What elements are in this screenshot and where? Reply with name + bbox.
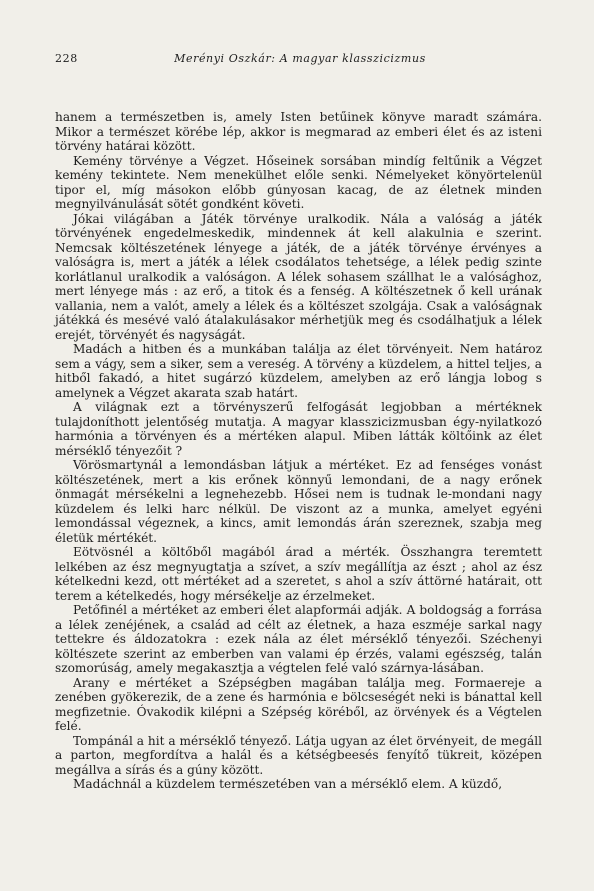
paragraph: Tompánál a hit a mérséklő tényező. Látja ugyan az élet örvényeit, de megáll a parton, megfordítva a halál és a kétségbeesés fenyítő tükreit, középen megállva a sírás és a gúny között. bbox=[55, 733, 542, 777]
paragraph: hanem a természetben is, amely Isten betűinek könyve maradt számára. Mikor a természet körébe lép, akkor is megmarad az emberi élet és az isteni törvény határai között. bbox=[55, 110, 542, 153]
paragraph: Eötvösnél a költőből magából árad a mérték. Összhangra teremtett lelkében az ész megnyugtatja a szívet, a szív megállítja az észt ; ahol az ész kételkedni kezd, ott mértéket ad a szeretet, s ahol a szív áttörné határait, ott terem a kételkedés, hogy mérsékelje az érzelmeket. bbox=[55, 545, 542, 603]
running-title: Merényi Oszkár: A magyar klasszicizmus bbox=[174, 52, 426, 65]
paragraph: Madáchnál a küzdelem természetében van a mérséklő elem. A küzdő, bbox=[73, 777, 503, 791]
page-number: 228 bbox=[55, 52, 78, 65]
paragraph: Kemény törvénye a Végzet. Hőseinek sorsában mindíg feltűnik a Végzet kemény tekintete. Nem menekülhet előle senki. Némelyeket könyörtelenül tipor el, míg másokon előbb gúnyosan kacag, de az életnek minden megnyilvánulását sötét gondként követi. bbox=[55, 153, 542, 211]
paragraph: Vörösmartynál a lemondásban látjuk a mértéket. Ez ad fenséges vonást költészetének, mert a kis erőnek könnyű lemondani, de a nagy erőnek önmagát mérsékelni a legnehezebb. Hősei nem is tudnak le-mondani nagy küzdelem és lelki harc nélkül. De viszont az a munka, amelyet egyéni lemondással végeznek, a kincs, amit lemondás árán szereznek, szabja meg életük mértékét. bbox=[55, 458, 542, 545]
paragraph: Madách a hitben és a munkában találja az élet törvényeit. Nem határoz sem a vágy, sem a siker, sem a vereség. A törvény a küzdelem, a hittel teljes, a hitből fakadó, a hitet sugárzó küzdelem, amelyben az erő lángja lobog s amelynek a Végzet akarata szab határt. bbox=[55, 342, 542, 400]
running-header bbox=[55, 52, 545, 70]
body-text bbox=[55, 110, 542, 792]
paragraph: A világnak ezt a törvényszerű felfogását legjobban a mértéknek tulajdoníthott jelentőség mutatja. A magyar klasszicizmusban égy-nyilatkozó harmónia a törvényen és a mértéken alapul. Miben látták költőink az élet mérséklő tényezőit ? bbox=[55, 400, 542, 458]
paragraph: Jókai világában a Játék törvénye uralkodik. Nála a valóság a játék törvényének engedelmeskedik, mindennek át kell alakulnia e szerint. Nemcsak költészetének lényege a játék, de a játék törvénye érvényes a valóságra is, mert a játék a lélek csodálatos tehetsége, a lélek pedig szinte korlátlanul uralkodik a valóságon. A lélek sohasem szállhat le a valósághoz, mert lényege más : az erő, a titok és a fenség. A költészetnek ő kell urának vallania, nem a valót, amely a lélek és a költészet szolgája. Csak a valóságnak játékká és mesévé való átalakulásakor mérhetjük meg és csodálhatjuk a lélek erejét, törvényét és nagyságát. bbox=[55, 211, 542, 342]
paragraph: Petőfinél a mértéket az emberi élet alapformái adják. A boldogság a forrása a lélek zenéjének, a család ad célt az életnek, a haza eszméje sarkal nagy tettekre és áldozatokra : ezek nála az élet mérséklő tényezői. Széchenyi költészete szerint az emberben van valami ép érzés, valami egészség, talán szomorúság, amely megakasztja a végtelen felé való szárnya-lásában. bbox=[55, 603, 542, 675]
paragraph: Arany e mértéket a Szépségben magában találja meg. Formaereje a zenében gyökerezik, de a zene és harmónia e bölcseségét neki is bánattal kell megfizetnie. Óvakodik kilépni a Szépség köréből, az örvények és a Végtelen felé. bbox=[55, 675, 542, 733]
